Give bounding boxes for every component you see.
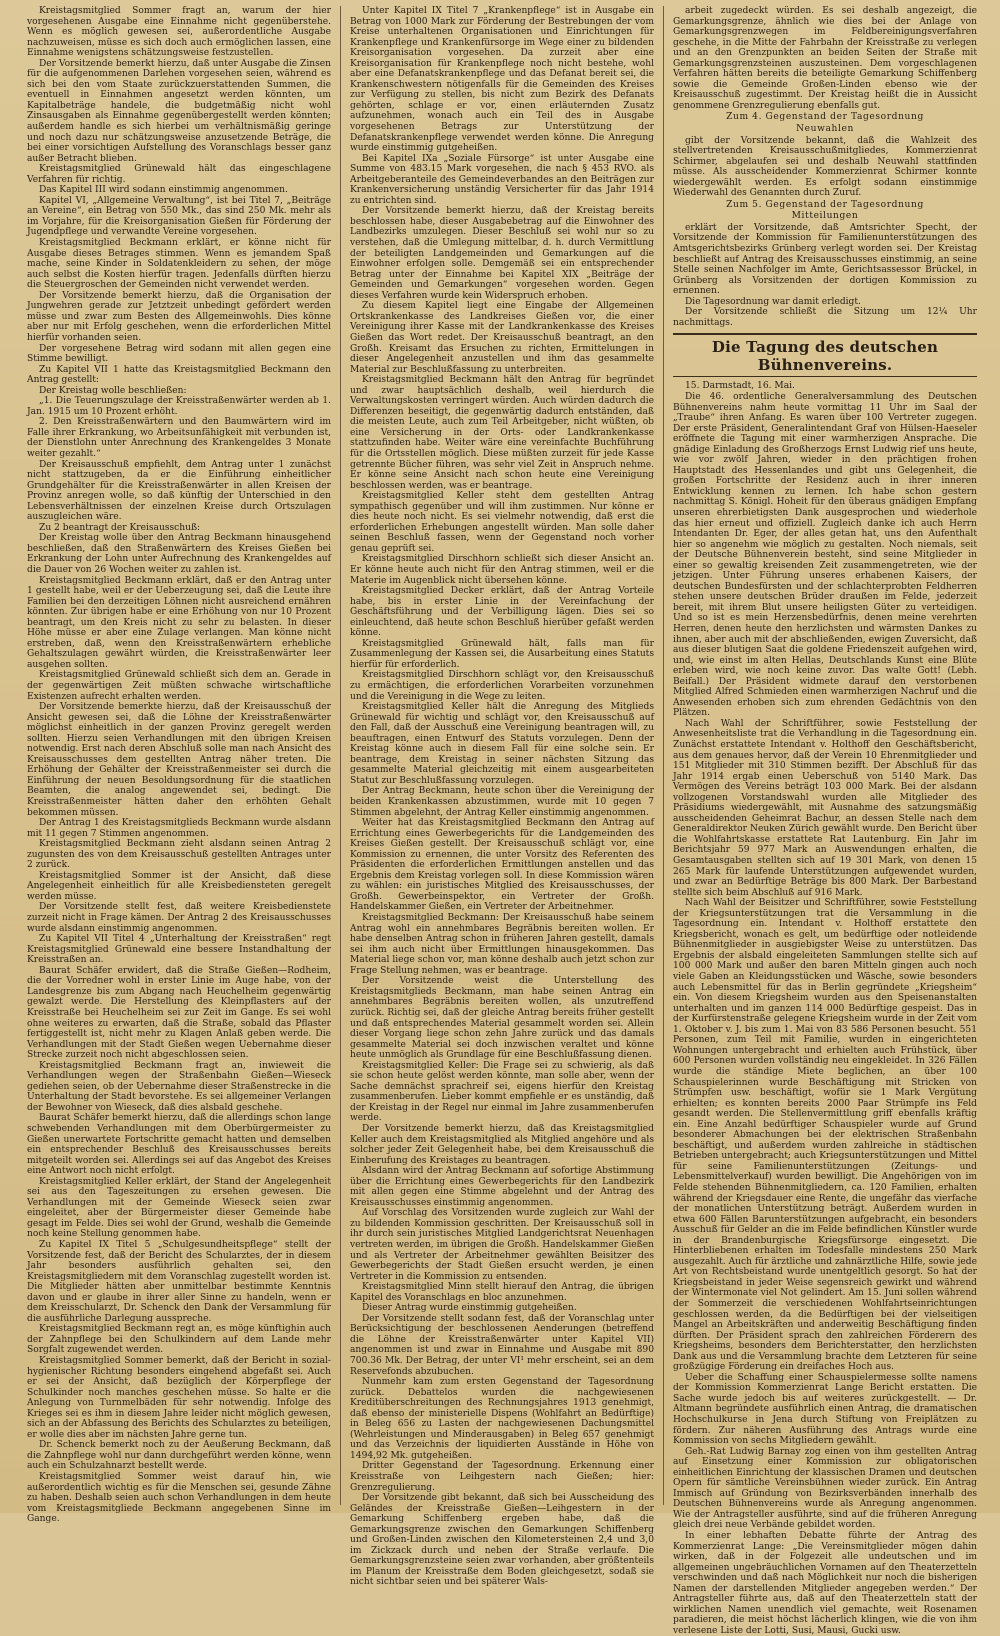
paragraph: Kreistagsmitglied Grünewald hält das eingeschlagene Verfahren für richtig. — [27, 164, 331, 185]
paragraph: Der Vorsitzende gibt bekannt, daß sich bei Ausscheidung des Geländes der Kreisstraße Gießen—Leihgestern in der Gemarkung Schiffenberg ergeben habe, daß die Gemarkungsgrenze zwischen den Gemarkungen Schiffenberg und Großen-Linden zwischen den Kilometersteinen 2,4 und 3,0 im Zickzack durch und neben der Straße verlaufe. Die Gemarkungsgrenzsteine seien zwar vorhanden, aber größtenteils im Planum der Kreisstraße dem Boden gleichgesetzt, sodaß sie nicht sichtbar seien und bei späterer Wals- — [350, 1493, 654, 1588]
paragraph: Kreistagsmitglied Keller erklärt, der Stand der Angelegenheit sei aus den Tageszeitungen zu ersehen gewesen. Die Verhandlungen mit der Gemeinde Wieseck seien zwar eingeleitet, aber der Bürgermeister dieser Gemeinde habe gesagt im Felde. Dies sei wohl der Grund, weshalb die Gemeinde noch keine Stellung genommen habe. — [27, 1176, 331, 1240]
paragraph: Zu Kapitel IX Titel 5 „Schulgesundheitspflege“ stellt der Vorsitzende fest, daß der Bericht des Schularztes, der in diesem Jahr besonders ausführlich gehalten sei, den Kreistagsmitgliedern mit dem Voranschlag zugestellt worden ist. Die Mitglieder hätten aber unmittelbar bestimmte Kenntnis davon und er glaube in ihrer aller Sinne zu handeln, wenn er dem Kreisschularzt, Dr. Schenck den Dank der Versammlung für die ausführliche Darlegung ausspreche. — [27, 1239, 331, 1324]
paragraph: Zu Kapitel VII Titel 4 „Unterhaltung der Kreisstraßen“ regt Kreistagsmitglied Grünewald eine bessere Instandhaltung der Kreisstraßen an. — [27, 934, 331, 966]
paragraph: Kreistagsmitglied Keller steht dem gestellten Antrag sympathisch gegenüber und will ihm zustimmen. Nur könne er dies heute noch nicht. Es sei vielmehr notwendig, daß erst die erforderlichen Erhebungen angestellt würden. Man solle daher seinen Beschluß fassen, wenn der Gegenstand noch vorher genau geprüft sei. — [350, 491, 654, 554]
paragraph: Der Kreistag wolle beschließen: — [39, 385, 187, 396]
paragraph: Kreistagsmitglied Keller hält die Anregung des Mitglieds Grünewald für wichtig und schlägt vor, den Kreisausschuß auf den Fall, daß der Ausschuß eine Vereinigung beantragen will, zu beauftragen, einen Entwurf des Statuts vorzulegen. Denn der Kreistag könne auch in diesem Fall für eine solche sein. Er beantrage, dem Kreistag in seiner nächsten Sitzung das gesammelte Material gleichzeitig mit einem ausgearbeiteten Statut zur Beschlußfassung vorzulegen. — [350, 702, 654, 786]
paragraph: In einer lebhaften Debatte führte der Antrag des Kommerzienrat Lange: „Die Vereinsmitglieder mögen dahin wirken, daß in der Folgezeit alle undeutschen und im allgemeinen ungebräuchlichen Vornamen auf den Theaterzetteln verschwinden und daß nach Möglichkeit nur noch die bisherigen Namen der darstellenden Mitglieder angegeben werden.“ Der Antragsteller führte aus, daß auf den Theaterzetteln statt der wirklichen Namen unendlich viel gemachte, weit Rosenamen paradieren, die meist höchst lächerlich klingen, wie die von ihm verlesene Liste der Lotti, Susi, Mausi, Gucki usw. — [673, 1531, 977, 1636]
paragraph: Baurat Schäfer bemerkt hierzu, daß die allerdings schon lange schwebenden Verhandlungen mit dem Oberbürgermeister zu Gießen unerwartete Fortschritte gemacht hatten und demselben ein entsprechender Beschluß des Kreisausschusses bereits mitgeteilt worden sei. Allerdings sei auf das Angebot des Kreises eine Antwort noch nicht erfolgt. — [27, 1113, 331, 1177]
paragraph: Der Vorsitzende stellt sodann fest, daß der Voranschlag unter Berücksichtigung der beschlossenen Aenderungen (betreffend die Löhne der Kreisstraßenwärter unter Kapitel VII) angenommen ist und zwar in Einnahme und Ausgabe mit 890 700.36 Mk. Der Betrag, der unter VI¹ mehr erscheint, sei an dem Reservefonds abzubuchen. — [350, 1313, 654, 1377]
paragraph: Ueber die Schaffung einer Schauspielermesse sollte namens der Kommission Kommerzienrat Lange Bericht erstatten. Die Sache wurde jedoch bis auf weiteres zurückgestellt. — Dr. Altmann begründete ausführlich einen Antrag, die dramatischen Hochschulkurse in Jena durch Stiftung von Freiplätzen zu fördern. Zur näheren Ausführung des Antrags wurde eine Kommission von sechs Mitgliedern gewählt. — [673, 1372, 977, 1447]
paragraph: Baurat Schäfer erwidert, daß die Straße Gießen—Rodheim, die der Vorredner wohl in erster Linie im Auge habe, von der Landesgrenze bis zum Abgang nach Heuchelheim gegenwärtig gewalzt werde. Die Herstellung des Kleinpflasters auf der Kreisstraße bei Heuchelheim sei zur Zeit im Gange. Es sei wohl ohne weiteres zu erwarten, daß die Straße, sobald das Pflaster fertiggestellt ist, nicht mehr zu Klagen Anlaß geben werde. Die Verhandlungen mit der Stadt Gießen wegen Uebernahme dieser Strecke zurzeit noch nicht abgeschlossen seien. — [27, 965, 331, 1061]
paragraph: Kreistagsmitglied Minn stellt hierauf den Antrag, die übrigen Kapitel des Voranschlags en bloc anzunehmen. — [350, 1282, 654, 1303]
paragraph: Kreistagsmitglied Decker erklärt, daß der Antrag Vorteile habe, bis in erster Linie in der Vereinfachung der Geschäftsführung und der Verbilligung lägen. Dies sei so einleuchtend, daß heute schon Beschluß hierüber gefaßt werden könne. — [350, 586, 654, 639]
paragraph: Der vorgesehene Betrag wird sodann mit allen gegen eine Stimme bewilligt. — [27, 343, 331, 365]
section-subheading: Mitteilungen — [791, 211, 859, 222]
paragraph: Dr. Schenck bemerkt noch zu der Aeußerung Beckmann, daß die Zahnpflege wohl nur dann durchgeführt werden könne, wenn auch ein Schulzahnarzt bestellt werde. — [27, 1440, 331, 1472]
paragraph: arbeit zugedeckt würden. Es sei deshalb angezeigt, die Gemarkungsgrenze, ähnlich wie dies bei der Anlage von Gemarkungsgrenzwegen im Feldbereinigungsverfahren geschehe, in die Mitte der Fahrbahn der Kreisstraße zu verlegen und an den Grenzpunkten an beiden Seiten der Straße mit Gemarkungsgrenzsteinen auszusteinen. Dem vorgeschlagenen Verfahren hätten bereits die beteiligte Gemarkung Schiffenberg sowie die Gemeinde Großen-Linden ebenso wie der Kreisausschuß zugestimmt. Der Kreistag heißt die in Aussicht genommene Grenzregulierung ebenfalls gut. — [673, 6, 977, 111]
paragraph: Zu Kapitel VII 1 hatte das Kreistagsmitglied Beckmann den Antrag gestellt: — [27, 364, 331, 386]
paragraph: Der Vorsitzende bemerkte hierzu, daß der Kreisausschuß der Ansicht gewesen sei, daß die Löhne der Kreisstraßenwärter möglichst einheitlich in der ganzen Provinz geregelt werden sollten. Hierzu seien Verhandlungen mit den übrigen Kreisen notwendig. Erst nach deren Abschluß solle man nach Ansicht des Kreisausschusses dem gestellten Antrag näher treten. Die Erhöhung der Gehälter der Kreisstraßenmeister sei durch die Einführung der neuen Besoldungsordnung für die staatlichen Beamten, die analog angewendet sei, bedingt. Die Kreisstraßenmeister hätten daher den erhöhten Gehalt bekommen müssen. — [27, 702, 331, 818]
paragraph: Nach Wahl der Beisitzer und Schriftführer, sowie Feststellung der Kriegsunterstützungen trat die Versammlung in die Tagesordnung ein. Intendant v. Holthoff erstattete den Kriegsbericht, wonach es gelt, um bedürftige oder notleidende Bühnenmitglieder in ausgiebigster Weise zu unterstützen. Das Ergebnis der alsbald eingeleiteten Sammlungen stellte sich auf 100 000 Mark und außer den baren Mitteln gingen auch noch viele Gaben an Kleidungsstücken und Wäsche, sowie besonders auch Lebensmittel für das in Berlin gegründete „Kriegsheim“ ein. Von diesem Kriegsheim wurden aus den Speisenanstalten unterhalten und im ganzen 114 000 Bedürftige gespeist. Das in der Kurfürstenstraße gelegene Kriegsheim wurde in der Zeit vom 1. Oktober v. J. bis zum 1. Mai von 83 586 Personen besucht. 551 Personen, zum Teil mit Familie, wurden in eingerichteten Wohnungen untergebracht und erhielten auch Frühstück, über 600 Personen wurden vollständig neu eingekleidet. In 326 Fällen wurde die ständige Miete beglichen, an über 100 Schauspielerinnen wurde Beschäftigung mit Stricken von Strümpfen usw. beschäftigt, wofür sie 1 Mark Vergütung erhielten; es konnten bereits 2000 Paar Strümpfe ins Feld gesandt werden. Die Stellenvermittlung griff ebenfalls kräftig ein. Eine Anzahl bedürftiger Schauspieler wurde auf Grund besonderer Abmachungen bei der elektrischen Straßenbahn beschäftigt, und außerdem wurden zahlreiche in städtischen Betrieben untergebracht; auch Kriegsunterstützungen und Mittel für seine Familienunterstützungen (Zeitungs- und Lebensmittelverkauf) wurden bewilligt. Die Angehörigen von im Felde stehenden Bühnenmitgliedern, ca. 120 Familien, erhalten während der Kriegsdauer eine Rente, die ungefähr das vierfache der monatlichen Unterstützung beträgt. Außerdem wurden in etwa 600 Fällen Barunterstützungen aufgebracht, ein besonders Ausschuß für Gelder an die im Felde befindlichen Künstler wurde in der Brandenburgische Kriegsfürsorge eingesetzt. Die Hinterbliebenen erhalten im Todesfalle mindestens 250 Mark ausgezahlt. Auch für ärztliche und zahnärztliche Hilfe, sowie jede Art von Rechtsbeistand wurde unentgeltlich gesorgt. So hat der Kriegsbeistand in jeder Weise segensreich gewirkt und während der Wintermonate viel Not gelindert. Am 15. Juni sollen während der Sommerzeit die verschiedenen Wohlfahrtseinrichtungen geschlossen werden, da die Bedürftigen bei der vielseitigen Mangel an Arbeitskräften und anderweitig Beschäftigung finden dürften. Der Präsident sprach den zahlreichen Förderern des Kriegsheims, besonders dem Berichterstatter, den herzlichsten Dank aus und die Versammlung brachte dem Letzteren für seine großzügige Förderung ein dreifaches Hoch aus. — [673, 898, 977, 1373]
paragraph: Kreistagsmitglied Beckmann: Der Kreisausschuß habe seinem Antrag wohl ein annehmbares Begräbnis bereiten wollen. Er habe denselben Antrag schon in früheren Jahren gestellt, damals sei ihm auch nicht über Ermittlungen hinausgekommen. Das Material liege schon vor, man könne deshalb auch jetzt schon zur Frage Stellung nehmen, was er beantrage. — [350, 913, 654, 976]
article-dateline: 15. Darmstadt, 16. Mai. — [685, 381, 795, 392]
paragraph: „1. Die Teuerungszulage der Kreisstraßenwärter werden ab 1. Jan. 1915 um 10 Prozent erhöht. — [27, 396, 331, 417]
paragraph: Kreistagsmitglied Sommer weist darauf hin, wie außerordentlich wichtig es für die Menschen sei, gesunde Zähne zu haben. Deshalb seien auch schon Verhandlungen in dem heute vom Kreistagsmitgliede Beckmann angegebenen Sinne im Gange. — [27, 1472, 331, 1525]
paragraph: Dritter Gegenstand der Tagesordnung. Erkennung einer Kreisstraße von Leihgestern nach Gießen; hier: Grenzregulierung. — [350, 1461, 654, 1493]
paragraph: Der Vorsitzende bemerkt hierzu, daß unter Ausgabe die Zinsen für die aufgenommenen Darlehen vorgesehen seien, während es sich bei den vom Staate zurückzuerstattenden Summen, die eventuell in Einnahmen angesetzt werden könnten, um Kapitalbeträge handele, die budgetmäßig nicht wohl Zinsausgaben als Einnahme gegenübergestellt werden könnten; außerdem handle es sich hierbei um verhältnismäßig geringe und noch dazu nur schätzungsweise anzusetzende Beträge, die bei einer vorsichtigen Aufstellung des Voranschlags besser ganz außer Betracht blieben. — [27, 58, 331, 164]
paragraph: Kreistagsmitglied Beckmann hält den Antrag für begründet und zwar hauptsächlich deshalb, weil hierdurch die Verwaltungskosten verringert würden. Auch würden dadurch die Differenzen beseitigt, die gegenwärtig dadurch entständen, daß die meisten Leute, auch zum Teil Arbeitgeber, nicht wüßten, ob eine Versicherung in der Orts- oder Landkrankenkasse stattzufinden habe. Weiter wäre eine vereinfachte Buchführung für die Ortsstellen möglich. Diese müßten zurzeit für jede Kasse getrennte Bücher führen, was sehr viel Zeit in Anspruch nehme. Er könne seine Ansicht nach schon heute eine Vereinigung beschlossen werden, was er beantrage. — [350, 375, 654, 491]
paragraph: gibt der Vorsitzende bekannt, daß die Wahlzeit des stellvertretenden Kreisausschußmitgliedes, Kommerzienrat Schirmer, abgelaufen sei und deshalb Neuwahl stattfinden müsse. Als ausscheidender Kommerzienrat Schirmer konnte wiedergewählt werden. Es erfolgt sodann einstimmige Wiederwahl des Genannten durch Zuruf. — [673, 135, 977, 199]
section-subheading: Zum 4. Gegenstand der Tagesordnung — [726, 112, 924, 123]
paragraph: Der Vorsitzende weist die Unterstellung des Kreistagsmitglieds Beckmann, man habe seinen Antrag ein annehmbares Begräbnis bereiten wollen, als unzutreffend zurück. Richtig sei, daß der gleiche Antrag bereits früher gestellt und daß entsprechendes Material gesammelt worden sei. Allein dieser Vorgang liege schon zehn Jahre zurück und das damals gesammelte Material sei doch inzwischen veraltet und könne heute unmöglich als Grundlage für eine Beschlußfassung dienen. — [350, 976, 654, 1061]
section-subheading: Zum 5. Gegenstand der Tagesordnung — [726, 199, 924, 210]
paragraph: Auf Vorschlag des Vorsitzenden wurde zugleich zur Wahl der zu bildenden Kommission geschritten. Der Kreisausschuß soll in ihr durch sein juristisches Mitglied Landgerichtsrat Neuenhagen vertreten werden, im übrigen die Großh. Handelskammer Gießen und als Vertreter der Arbeitnehmer gewählten Beisitzer des Gewerbegerichts der Stadt Gießen ersucht werden, je einen Vertreter in die Kommission zu entsenden. — [350, 1208, 654, 1282]
column-2 — [340, 6, 663, 1588]
paragraph: Geh.-Rat Ludwig Barnay zog einen von ihm gestellten Antrag auf Einsetzung einer Kommission zur obligatorischen einheitlichen Einrichtung der klassischen Dramen und deutschen Opern für sämtliche Vereinsbühnen wieder zurück. Ein Antrag Immisch auf Gründung von Bezirksverbänden innerhalb des Deutschen Bühnenvereins wurde als Anregung angenommen. Wie der Antragsteller ausführte, sind auf die früheren Anregung gleich drei neue Verbände gebildet worden. — [673, 1446, 977, 1531]
paragraph: Der Vorsitzende schließt die Sitzung um 12¼ Uhr nachmittags. — [673, 307, 977, 328]
section-rule-bottom — [673, 376, 977, 377]
paragraph: Kapitel VI, „Allgemeine Verwaltung“, ist bei Titel 7, „Beiträge an Vereine“, ein Betrag von 550 Mk., das sind 250 Mk. mehr als im Vorjahre, für die Kreisorganisation Gießen für Förderung der Jugendpflege und verwandte Vereine vorgesehen. — [27, 195, 331, 238]
paragraph: Der Vorsitzende bemerkt hierzu, daß das Kreistagsmitglied Keller auch dem Kreistagsmitglied als Mitglied angehöre und als solcher jeder Zeit Gelegenheit habe, bei dem Kreisausschuß die Einberufung des Kreistages zu beantragen. — [350, 1123, 654, 1166]
paragraph: Kreistagsmitglied Beckmann zieht alsdann seinen Antrag 2 zugunsten des von dem Kreisausschuß gestellten Antrages unter 2 zurück. — [27, 839, 331, 871]
paragraph: Kreistagsmitglied Beckmann regt an, es möge künftighin auch der Zahnpflege bei den Schulkindern auf dem Lande mehr Sorgfalt zugewendet werden. — [27, 1324, 331, 1356]
paragraph: Der Kreistag wolle über den Antrag Beckmann hinausgehend beschließen, daß den Straßenwärtern des Kreises Gießen bei Erkrankung der Lohn unter Aufrechnung des Krankengeldes auf die Dauer von 26 Wochen weiter zu zahlen ist. — [27, 533, 331, 575]
paragraph: Kreistagsmitglied Beckmann erklärt, daß er den Antrag unter 1 gestellt habe, weil er der Ueberzeugung sei, daß die Leute ihre Familien bei den derzeitigen Löhnen nicht ausreichend ernähren könnten. Zur übrigen habe er eine Erhöhung von nur 10 Prozent beantragt, um den Kreis nicht zu sehr zu belasten. In dieser Höhe müsse er aber eine Zulage verlangen. Man könne nicht erstreben, daß, wenn den Kreisstraßenwärtern erhebliche Gehaltszulagen gewährt würden, die Kreisstraßenwärter leer ausgehen sollten. — [27, 575, 331, 670]
paragraph: Kreistagsmitglied Dirschhorn schließt sich dieser Ansicht an. Er könne heute auch nicht für den Antrag stimmen, weil er die Materie im Augenblick nicht übersehen könne. — [350, 554, 654, 586]
paragraph: erklärt der Vorsitzende, daß Amtsrichter Specht, der Vorsitzende der Kommission für Familienunterstützungen des Amtsgerichtsbezirks Grünberg verlegt worden sei. Der Kreistag beschließt auf Antrag des Kreisausschusses einstimmig, an seine Stelle seinen Nachfolger im Amte, Gerichtsassessor Brückel, in Grünberg als Vorsitzenden der dortigen Kommission zu ernennen. — [673, 222, 977, 297]
paragraph: 2. Den Kreisstraßenwärtern und den Baumwärtern wird im Falle ihrer Erkrankung, wo Arbeitsunfähigkeit mit verbunden ist, der Dienstlohn unter Anrechnung des Krankengeldes 3 Monate weiter gezahlt.“ — [27, 417, 331, 459]
paragraph: Der Vorsitzende bemerkt hierzu, daß die Organisation der Jungwehren gerade zur Jetztzeit unbedingt gefördert werden müsse und zwar zum Besten des Allgemeinwohls. Dies könne aber nur mit Erfolg geschehen, wenn die erforderlichen Mittel hierfür vorhanden seien. — [27, 290, 331, 343]
paragraph: Nach Wahl der Schriftführer, sowie Feststellung der Anwesenheitsliste trat die Verhandlung in die Tagesordnung ein. Zunächst erstattete Intendant v. Holthoff den Geschäftsbericht, aus dem genaues hervor, daß der Verein 10 Ehrenmitglieder und 151 Mitglieder mit 310 Stimmen bezifft. Der Abschluß für das Jahr 1914 ergab einen Ueberschuß von 5140 Mark. Das Vermögen des Vereins beträgt 103 000 Mark. Bei der alsdann vollzogenen Vorstandswahl wurden alle Mitglieder des Präsidiums wiedergewählt, mit Ausnahme des satzungsmäßig ausscheidenden Geheimrat Bachur, an dessen Stelle nach dem Generaldirektor Neuken Zürich gewählt wurde. Den Bericht über die Wohlfahrtskasse erstattete Rat Lautenburg. Ein Jahr im Berichtsjahr 59 977 Mark an Auswendungen erhalten, die Gesamtausgaben stellten sich auf 19 301 Mark, von denen 15 265 Mark für laufende Unterstützungen aufgewendet wurden, und zwar an Bedürftige Beträge bis 800 Mark. Der Barbestand stellte sich beim Abschluß auf 916 Mark. — [673, 718, 977, 898]
paragraph: Die Tagesordnung war damit erledigt. — [685, 296, 861, 307]
paragraph: Das Kapitel III wird sodann einstimmig angenommen. — [39, 185, 288, 196]
paragraph: Die 46. ordentliche Generalversammlung des Deutschen Bühnenvereins nahm heute vormittag 11 Uhr im Saal der „Traube“ ihren Anfang. Es waren über 100 Vertreter zugegen. Der erste Präsident, Generalintendant Graf von Hülsen-Haeseler eröffnete die Tagung mit einer warmherzigen Ansprache. Die gnädige Einladung des Großherzogs Ernst Ludwig rief uns heute, wie vor zwölf Jahren, wieder in den prächtigen frohen Hauptstadt des Hessenlandes und gibt uns Gelegenheit, die großen Fortschritte der Residenz auch in ihrer inneren Entwicklung kennen zu lernen. Ich habe schon gestern nachmittag S. Königl. Hoheit für den überaus gnädigen Empfang unseren ehrerbietigsten Dank ausgesprochen und wiederhole das hier erneut und offiziell. Zugleich danke ich auch Herrn Intendanten Dr. Eger, der alles getan hat, uns den Aufenthalt hier so angenehm wie möglich zu gestalten. Noch niemals, seit der Deutsche Bühnenverein besteht, sind seine Mitglieder in einer so gewaltig kreisenden Zeit zusammengetreten, wie der jetzigen. Unter Führung unseres erhabenen Kaisers, der deutschen Bundesfürsten und der schlachterprobten Feldherren stehen unsere deutschen Brüder draußen im Felde, jederzeit bereit, mit ihrem Blut unsere heiligsten Güter zu verteidigen. Und so ist es mein Herzensbedürfnis, denen meine verehrten Herren, denen heute den herzlichsten und wärmsten Dankes zu ihnen, aber auch mit der abschließenden, ewigen Zuversicht, daß aus dieser blutigen Saat die goldene Friedenszeit aufgehen wird, und, wie einst im alten Hellas, Deutschlands Kunst eine Blüte erleben wird, wie noch keine zuvor. Das walte Gott! (Lebh. Beifall.) Der Präsident widmete darauf den verstorbenen Mitglied Alfred Schmieden einen warmherzigen Nachruf und die Anwesenden erhoben sich zum ehrenden Gedächtnis von den Plätzen. — [673, 391, 977, 719]
paragraph: Kreistagsmitglied Beckmann fragt an, inwieweit die Verhandlungen wegen der Straßenbahn Gießen—Wieseck gediehen seien, ob der Uebernahme dieser Straßenstrecke in die Unterhaltung der Stadt bevorstehe. Es sei allgemeiner Verlangen der Bewohner von Wieseck, daß dies alsbald geschehe. — [27, 1060, 331, 1113]
paragraph: Der Antrag Beckmann, heute schon über die Vereinigung der beiden Krankenkassen abzustimmen, wurde mit 10 gegen 7 Stimmen abgelehnt, der Antrag Keller einstimmig angenommen. — [350, 786, 654, 818]
paragraph: Zu 2 beantragt der Kreisausschuß: — [39, 522, 201, 533]
paragraph: Bei Kapitel IXa „Soziale Fürsorge“ ist unter Ausgabe eine Summe von 483.15 Mark vorgesehen, die nach § 453 RVO. als Arbeitgeberanteile des Gemeindeverbandes an den Beiträgen zur Krankenversicherung unständig Versicherter für das Jahr 1914 zu entrichten sind. — [350, 153, 654, 206]
paragraph: Kreistagsmitglied Sommer ist der Ansicht, daß diese Angelegenheit einheitlich für alle Kreisbediensteten geregelt werden müsse. — [27, 870, 331, 902]
paragraph: Kreistagsmitglied Beckmann erklärt, er könne nicht für Ausgabe dieses Betrages stimmen. Wenn es jemandem Spaß mache, seine Kinder in Soldatenkleidern zu sehen, der möge auch selbst die Kosten hierfür tragen. Jedenfalls dürften hierzu die Steuergroschen der Gemeinden nicht verwendet werden. — [27, 238, 331, 291]
paragraph: Alsdann wird der Antrag Beckmann auf sofortige Abstimmung über die Errichtung eines Gewerbegerichts für den Landbezirk mit allen gegen eine Stimme abgelehnt und der Antrag des Kreisausschusses einstimmig angenommen. — [350, 1166, 654, 1208]
paragraph: Nunmehr kam zum ersten Gegenstand der Tagesordnung zurück. Debattelos wurden die nachgewiesenen Kreditüberschreitungen des Rechnungsjahres 1913 genehmigt, daß ebenso der ministerielle Dispens (Wohlfahrt an Bedürftige) in Beleg 656 zu Lasten der nachgewiesenen Dachungsmittel (Wehrleistungen und Minderausgaben) in Beleg 657 genehmigt und das Verzeichnis der liquidierten Ausstände in Höhe von 1494,92 Mk. gutgeheißen. — [350, 1377, 654, 1461]
paragraph: Dieser Antrag wurde einstimmig gutgeheißen. — [362, 1303, 577, 1314]
paragraph: Kreistagsmitglied Grünewald schließt sich dem an. Gerade in der gegenwärtigen Zeit müßten schwache wirtschaftliche Existenzen aufrecht erhalten werden. — [27, 670, 331, 702]
column-1 — [18, 6, 340, 1525]
paragraph: Kreistagsmitglied Keller: Die Frage sei zu schwierig, als daß sie schon heute gelöst werden könnte, man solle aber, wenn der Sache demnächst sprachreif sei, eigens hierfür den Kreistag zusammenberufen. Lieber kommt empfiehle er es unständig, daß der Kreistag in der Regel nur einmal im Jahre zusammenberufen werde. — [350, 1060, 654, 1124]
article-headline: Die Tagung des deutschen Bühnenvereins. — [711, 338, 939, 375]
paragraph: Kreistagsmitglied Grünewald hält, falls man für Zusammenlegung der Kassen sei, die Ausarbeitung eines Statuts hierfür für erforderlich. — [350, 638, 654, 670]
paragraph: Kreistagsmitglied Sommer bemerkt, daß der Bericht in sozial-hygienischer Richtung besonders eingehend abgefaßt sei. Auch er sei der Ansicht, daß bezüglich der Körperpflege der Schulkinder noch manches geschehen müsse. So halte er die Anlegung von Turnmelbäden für sehr notwendig. Infolge des Krieges sei es ihm in diesem Jahre leider nicht möglich gewesen, sich an der Abfassung des Berichts des Schularztes zu beteiligen, er wolle dies aber im nächsten Jahre gerne tun. — [27, 1356, 331, 1440]
column-3-top — [673, 6, 977, 328]
paragraph: Zu diesem Kapitel liegt eine Eingabe der Allgemeinen Ortskrankenkasse des Landkreises Gießen vor, die einer Vereinigung ihrer Kasse mit der Landkrankenkasse des Kreises Gießen das Wort redet. Der Kreisausschuß beantragt, an den Großh. Kreisamt das Ersuchen zu richten, Ermittelungen in dieser Angelegenheit anzustellen und ihm das gesammelte Material zur Beschlußfassung zu unterbreiten. — [350, 301, 654, 375]
section-subheading: Neuwahlen — [796, 124, 854, 135]
paragraph: Kreistagsmitglied Dirschhorn schlägt vor, den Kreisausschuß zu ermächtigen, die erforderlichen Vorarbeiten vorzunehmen und die Vereinigung in die Wege zu leiten. — [350, 670, 654, 702]
paragraph: Der Kreisausschuß empfiehlt, dem Antrag unter 1 zunächst nicht stattzugeben, da er die Einführung einheitlicher Grundgehälter für die Kreisstraßenwärter in allen Kreisen der Provinz anregen wolle, so daß künftig der Unterschied in den Lebensverhältnissen der einzelnen Kreise durch Ortszulagen auszugleichen wäre. — [27, 459, 331, 523]
columns — [18, 6, 986, 1636]
column-3 — [663, 6, 986, 1636]
paragraph: Der Vorsitzende stellt fest, daß weitere Kreisbedienstete zurzeit nicht in Frage kämen. Der Antrag 2 des Kreisausschusses wurde alsdann einstimmig angenommen. — [27, 902, 331, 934]
paragraph: Kreistagsmitglied Sommer fragt an, warum der hier vorgesehenen Ausgabe eine Einnahme nicht gegenüberstehe. Wenn es möglich gewesen sei, außerordentliche Ausgabe nachzuweisen, müsse es sich doch auch ermöglichen lassen, eine Einnahme wenigstens schätzungsweise festzustellen. — [27, 6, 331, 59]
paragraph: Unter Kapitel IX Titel 7 „Krankenpflege“ ist in Ausgabe ein Betrag von 1000 Mark zur Förderung der Bestrebungen der vom Kreise unterhaltenen Organisationen und Einrichtungen für Krankenpflege und Krankenfürsorge im Wege einer zu bildenden Kreisorganisation vorgesehen. Da zurzeit aber eine Kreisorganisation für Krankenpflege noch nicht bestehe, wohl aber eine Defanatskrankenpflege und das Defanat bereit sei, die Krankenschwestern nötigenfalls für die Gemeinden des Kreises zur Verfügung zu stellen, bis nicht zum Bezirk des Defanats gehörten, schlage er vor, einen erläuternden Zusatz aufzunehmen, wonach auch ein Teil des in Ausgabe vorgesehenen Betrags zur Unterstützung der Defanatskrankenpflege verwendet werden könne. Die Anregung wurde einstimmig gutgeheißen. — [350, 6, 654, 154]
paragraph: Weiter hat das Kreistagsmitglied Beckmann den Antrag auf Errichtung eines Gewerbegerichts für die Landgemeinden des Kreises Gießen gestellt. Der Kreisausschuß schlägt vor, eine Kommission zu ernennen, die unter Vorsitz des Referenten des Präsidenten die erforderlichen Ermittlungen anstellen und das Ergebnis dem Kreistag vorlegen soll. In diese Kommission wären zu wählen: ein juristisches Mitglied des Kreisausschusses, der Großh. Gewerbeinspektor, ein Vertreter der Großh. Handelskammer Gießen, ein Vertreter der Arbeitnehmer. — [350, 818, 654, 913]
section-rule-top — [673, 333, 977, 335]
paragraph: Der Antrag 1 des Kreistagsmitglieds Beckmann wurde alsdann mit 11 gegen 7 Stimmen angenommen. — [27, 818, 331, 839]
column-3-article — [673, 392, 977, 1636]
paragraph: Der Vorsitzende bemerkt hierzu, daß der Kreistag bereits beschlossen habe, dieser Ausgabebetrag auf die Einwohner des Landbezirks umzulegen. Dieser Beschluß sei wohl nur so zu verstehen, daß die Umlegung mittelbar, d. h. durch Vermittlung der beteiligten Landgemeinden und Gemarkungen auf die Einwohner erfolgen solle. Demgemäß sei ein entsprechender Betrag unter der Einnahme bei Kapitel XIX „Beiträge der Gemeinden und Gemarkungen“ vorgesehen worden. Gegen dieses Verfahren wurde kein Widerspruch erhoben. — [350, 206, 654, 301]
